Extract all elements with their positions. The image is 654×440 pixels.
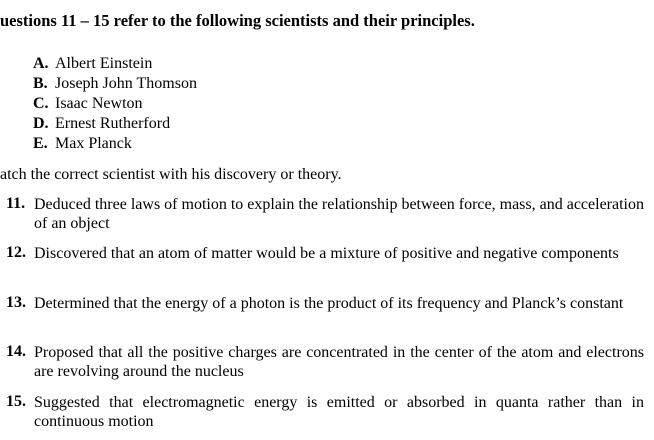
choice-letter: D. xyxy=(33,115,49,132)
choice-letter: C. xyxy=(33,95,49,112)
question-11 xyxy=(6,195,644,233)
question-14 xyxy=(6,343,644,381)
question-number: 14. xyxy=(6,343,26,360)
choice-name: Joseph John Thomson xyxy=(55,75,197,92)
choice-b xyxy=(33,75,197,93)
choice-letter: B. xyxy=(33,75,48,92)
question-number: 12. xyxy=(6,244,26,261)
choice-letter: E. xyxy=(33,135,48,152)
choice-name: Max Planck xyxy=(55,135,132,152)
choice-e xyxy=(33,135,132,153)
choice-name: Albert Einstein xyxy=(55,55,153,72)
question-15 xyxy=(6,393,644,431)
question-13 xyxy=(6,294,644,313)
instruction-text: atch the correct scientist with his discovery or theory. xyxy=(0,166,342,183)
question-number: 11. xyxy=(6,195,26,212)
question-text: Determined that the energy of a photon is the product of its frequency and Planck’s constant xyxy=(34,295,624,312)
choice-name: Ernest Rutherford xyxy=(55,115,171,132)
choice-name: Isaac Newton xyxy=(55,95,143,112)
question-number: 15. xyxy=(6,393,26,410)
choice-letter: A. xyxy=(33,55,49,72)
choice-a xyxy=(33,55,152,73)
question-number: 13. xyxy=(6,294,26,311)
question-text: Deduced three laws of motion to explain the relationship between force, mass, and acceleration of an object xyxy=(34,196,644,232)
question-text: Suggested that electromagnetic energy is emitted or absorbed in quanta rather than in continuous motion xyxy=(34,394,644,430)
question-text: Proposed that all the positive charges are concentrated in the center of the atom and electrons are revolving around the nucleus xyxy=(34,344,644,380)
choice-d xyxy=(33,115,170,133)
section-header: uestions 11 – 15 refer to the following scientists and their principles. xyxy=(0,11,475,30)
question-12 xyxy=(6,244,644,263)
choice-c xyxy=(33,95,143,113)
question-text: Discovered that an atom of matter would be a mixture of positive and negative components xyxy=(34,245,619,262)
